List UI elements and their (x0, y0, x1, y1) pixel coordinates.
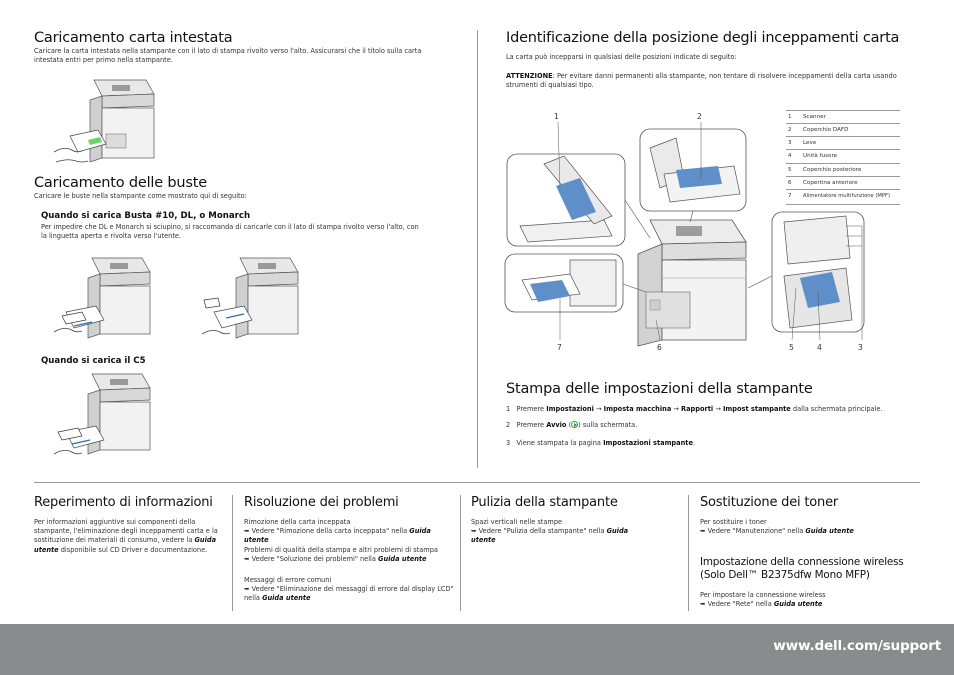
legend-row: 6 Copertina anteriore (786, 176, 900, 189)
c5-subtitle: Quando si carica il C5 (41, 356, 146, 366)
wireless-title: Impostazione della connessione wireless (Solo Dell™ B2375dfw Mono MFP) (700, 556, 904, 581)
column-divider (477, 30, 478, 468)
legend-row: 2 Coperchio DAFD (786, 123, 900, 136)
legend-row: 3 Leve (786, 136, 900, 149)
start-icon (571, 421, 578, 428)
info-title: Reperimento di informazioni (34, 495, 213, 510)
arrow-icon: ➥ (700, 527, 706, 536)
info-text: Per informazioni aggiuntive sui componenti della stampante, l'eliminazione degli inceppamenti carta e la sostituzione dei materiali di consumo, vedere la Guida utente disponibile sul CD Driver e documentazione. (34, 518, 218, 554)
envelopes-text: Caricare le buste nella stampante come mostrato qui di seguito: (34, 192, 247, 200)
printer-monarch-illustration-a (52, 254, 162, 349)
trouble-title: Risoluzione dei problemi (244, 495, 399, 510)
bottom-divider-1 (232, 495, 233, 611)
toner-title: Sostituzione dei toner (700, 495, 839, 510)
footer-bar (0, 624, 954, 675)
legend-row: 4 Unità fusore (786, 149, 900, 162)
printer-letterhead-illustration (50, 74, 170, 174)
clean-title: Pulizia della stampante (471, 495, 618, 510)
callout-7: 7 (557, 343, 562, 352)
arrow-icon: ➥ (244, 555, 250, 564)
callout-4: 4 (817, 343, 822, 352)
trouble-item-3: Messaggi di errore comuni ➥ Vedere "Eliminazione dei messaggi di errore dal display LCD" nella Guida utente (244, 576, 454, 603)
monarch-subtitle: Quando si carica Busta #10, DL, o Monarch (41, 211, 251, 221)
bottom-divider-3 (688, 495, 689, 611)
envelopes-title: Caricamento delle buste (34, 175, 207, 191)
toner-item-1: Per sostituire i toner ➥ Vedere "Manutenzione" nella Guida utente (700, 518, 854, 536)
letterhead-title: Caricamento carta intestata (34, 30, 233, 46)
arrow-icon: ➥ (471, 527, 477, 536)
arrow-icon: ➥ (244, 527, 250, 536)
clean-item-1: Spazi verticali nelle stampe ➥ Vedere "Pulizia della stampante" nella Guida utente (471, 518, 629, 545)
callout-2: 2 (697, 112, 702, 121)
callout-5: 5 (789, 343, 794, 352)
settings-step-3: 3 Viene stampata la pagina Impostazioni stampante. (506, 439, 696, 447)
settings-title: Stampa delle impostazioni della stampante (506, 381, 813, 397)
settings-step-1: 1 Premere Impostazioni → Imposta macchina → Rapporti → Impost stampante dalla schermata principale. (506, 405, 883, 413)
arrow-icon: ➥ (244, 585, 250, 594)
legend-row: 7 Alimentatore multifunzione (MPF) (786, 189, 900, 205)
legend-row: 1 Scanner (786, 110, 900, 123)
printer-monarch-illustration-b (200, 254, 310, 349)
section-divider (34, 482, 920, 483)
settings-step-2: 2 Premere Avvio ( ) sulla schermata. (506, 421, 638, 429)
arrow-icon: ➥ (700, 600, 706, 609)
legend-row: 5 Coperchio posteriore (786, 163, 900, 176)
attention-text: ATTENZIONE: Per evitare danni permanenti alla stampante, non tentare di risolvere inceppamenti della carta usando strumenti di qualsiasi tipo. (506, 72, 897, 90)
letterhead-text: Caricare la carta intestata nella stampante con il lato di stampa rivolto verso l'alto. Assicurarsi che il titolo sulla carta intestata entri per primo nella stampante. (34, 47, 422, 65)
callout-1: 1 (554, 112, 559, 121)
bottom-divider-2 (460, 495, 461, 611)
callout-3: 3 (858, 343, 863, 352)
attention-label: ATTENZIONE (506, 72, 553, 80)
jam-title: Identificazione della posizione degli inceppamenti carta (506, 30, 900, 46)
jam-text: La carta può incepparsi in qualsiasi delle posizioni indicate di seguito: (506, 53, 737, 61)
callout-6: 6 (657, 343, 662, 352)
monarch-text: Per impedire che DL e Monarch si sciupino, si raccomanda di caricarle con il lato di stampa rivolto verso l'alto, con la linguetta aperta e rivolta verso l'utente. (41, 223, 419, 241)
trouble-item-1: Rimozione della carta inceppata ➥ Vedere "Rimozione della carta inceppata" nella Guida utente (244, 518, 431, 545)
printer-c5-illustration (52, 370, 162, 465)
wireless-item-1: Per impostare la connessione wireless ➥ Vedere "Rete" nella Guida utente (700, 591, 826, 609)
support-url[interactable]: www.dell.com/support (773, 638, 941, 654)
trouble-item-2: Problemi di qualità della stampa e altri problemi di stampa ➥ Vedere "Soluzione dei problemi" nella Guida utente (244, 546, 438, 564)
